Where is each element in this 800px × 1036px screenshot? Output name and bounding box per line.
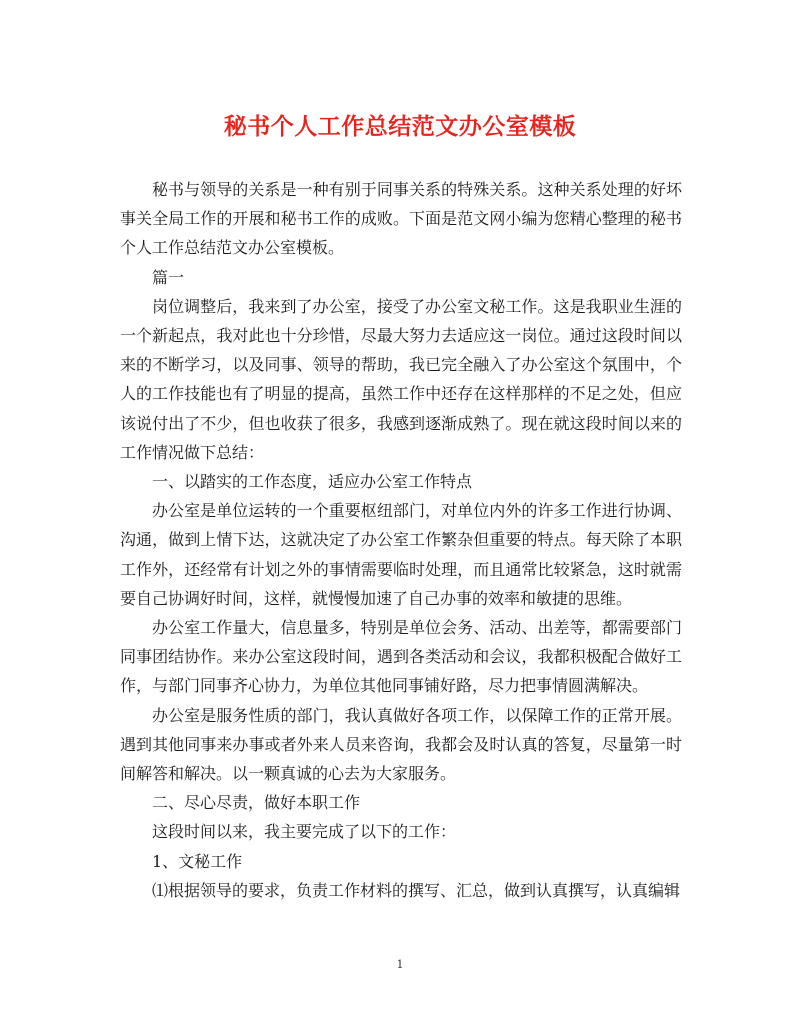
page-number: 1 (396, 958, 404, 971)
document-title: 秘书个人工作总结范文办公室模板 (223, 113, 577, 140)
section-heading: 一、以踏实的工作态度，适应办公室工作特点 (152, 472, 473, 492)
paragraph: 办公室是单位运转的一个重要枢纽部门，对单位内外的许多工作进行协调、沟通，做到上情下达，这就决定了办公室工作繁杂但重要的特点。每天除了本职工作外，还经常有计划之外的事情需要临时处理，而且通常比较紧急，这时就需要自己协调好时间，这样，就慢慢加速了自己办事的效率和敏捷的思维。 (120, 501, 682, 608)
document-body (120, 175, 682, 905)
subsection-heading: 1、文秘工作 (152, 851, 243, 871)
paragraph: 岗位调整后，我来到了办公室，接受了办公室文秘工作。这是我职业生涯的一个新起点，我对此也十分珍惜，尽最大努力去适应这一岗位。通过这段时间以来的不断学习，以及同事、领导的帮助，我已完全融入了办公室这个氛围中，个人的工作技能也有了明显的提高，虽然工作中还存在这样那样的不足之处，但应该说付出了不少，但也收获了很多，我感到逐渐成熟了。现在就这段时间以来的工作情况做下总结： (120, 296, 682, 462)
paragraph: 这段时间以来，我主要完成了以下的工作： (152, 822, 457, 842)
paragraph: 办公室工作量大，信息量多，特别是单位会务、活动、出差等，都需要部门同事团结协作。来办公室这段时间，遇到各类活动和会议，我都积极配合做好工作，与部门同事齐心协力，为单位其他同事铺好路，尽力把事情圆满解决。 (120, 618, 682, 696)
paragraph: 办公室是服务性质的部门，我认真做好各项工作，以保障工作的正常开展。遇到其他同事来办事或者外来人员来咨询，我都会及时认真的答复，尽量第一时间解答和解决。以一颗真诚的心去为大家服务。 (120, 705, 682, 784)
list-item: ⑴根据领导的要求，负责工作材料的撰写、汇总，做到认真撰写，认真编辑 (152, 880, 681, 900)
section-heading: 二、尽心尽责，做好本职工作 (152, 793, 361, 813)
section-heading-part-one: 篇一 (152, 267, 185, 287)
paragraph-intro: 秘书与领导的关系是一种有别于同事关系的特殊关系。这种关系处理的好坏事关全局工作的开展和秘书工作的成败。下面是范文网小编为您精心整理的秘书个人工作总结范文办公室模板。 (120, 180, 682, 258)
